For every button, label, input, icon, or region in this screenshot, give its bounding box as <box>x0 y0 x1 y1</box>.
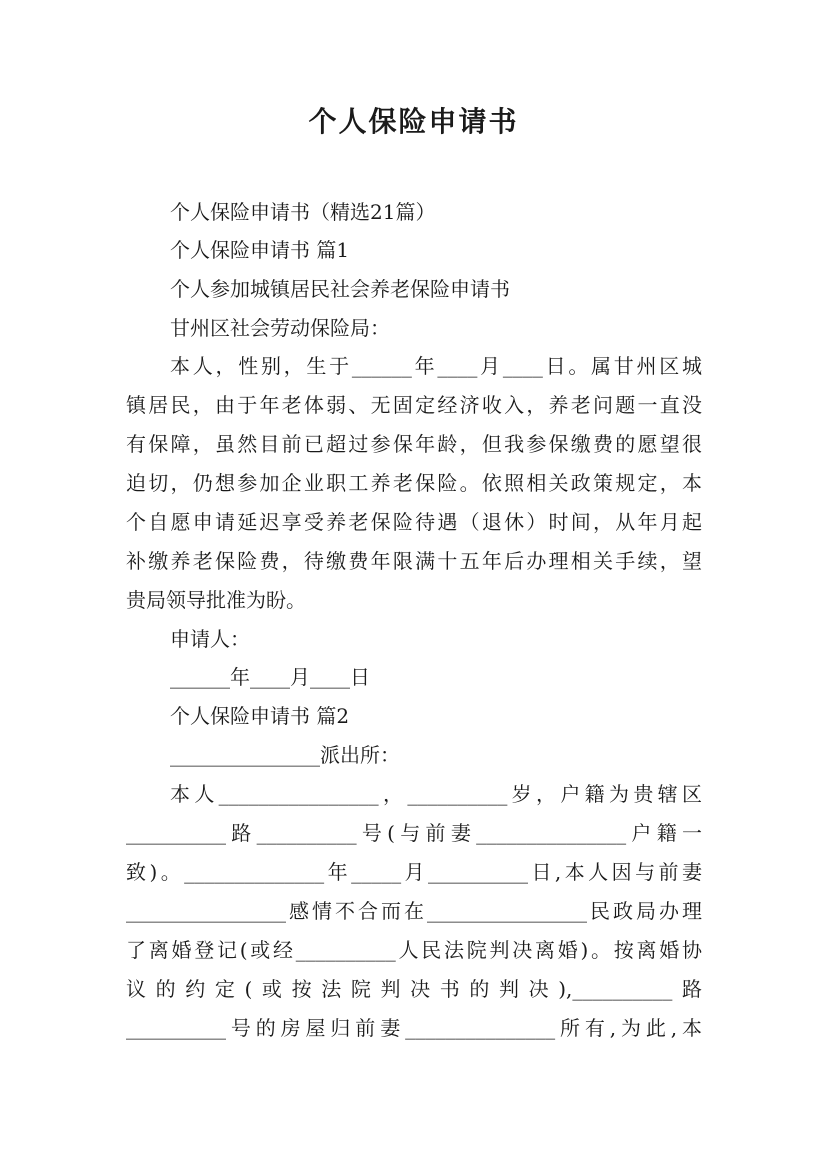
doc-line: 个人保险申请书（精选21篇） <box>170 200 436 224</box>
doc-line: 个自愿申请延迟享受养老保险待遇（退休）时间，从年月起 <box>126 510 702 534</box>
doc-line: ______年____月____日 <box>170 665 370 689</box>
doc-line: 补缴养老保险费，待缴费年限满十五年后办理相关手续，望 <box>126 549 702 573</box>
doc-line: 了离婚登记(或经__________人民法院判决离婚)。按离婚协 <box>126 938 702 962</box>
doc-line: 镇居民，由于年老体弱、无固定经济收入，养老问题一直没 <box>126 393 702 417</box>
doc-line: 申请人： <box>170 627 250 651</box>
doc-line: _______________派出所： <box>170 743 400 767</box>
doc-line: 个人保险申请书 篇2 <box>170 704 350 728</box>
doc-line: 本人，性别，生于______年____月____日。属甘州区城 <box>170 354 702 378</box>
doc-line: 甘州区社会劳动保险局： <box>170 316 390 340</box>
doc-line: 迫切，仍想参加企业职工养老保险。依照相关政策规定，本 <box>126 471 702 495</box>
doc-line: 议的约定(或按法院判决书的判决),__________路 <box>126 977 702 1001</box>
doc-line: 有保障，虽然目前已超过参保年龄，但我参保缴费的愿望很 <box>126 432 702 456</box>
doc-line: ________________感情不合而在________________民政局办理 <box>126 899 702 923</box>
document-title: 个人保险申请书 <box>308 105 519 138</box>
doc-line: 个人保险申请书 篇1 <box>170 238 350 262</box>
doc-line: __________路__________号(与前妻_______________户籍一 <box>126 821 702 845</box>
doc-line: 贵局领导批准为盼。 <box>126 588 306 612</box>
doc-line: __________号的房屋归前妻_______________所有,为此,本 <box>126 1016 702 1040</box>
doc-line: 个人参加城镇居民社会养老保险申请书 <box>170 277 510 301</box>
doc-line: 致)。______________年_____月__________日,本人因与前妻 <box>126 860 702 884</box>
doc-line: 本人________________，__________岁，户籍为贵辖区 <box>170 782 702 806</box>
